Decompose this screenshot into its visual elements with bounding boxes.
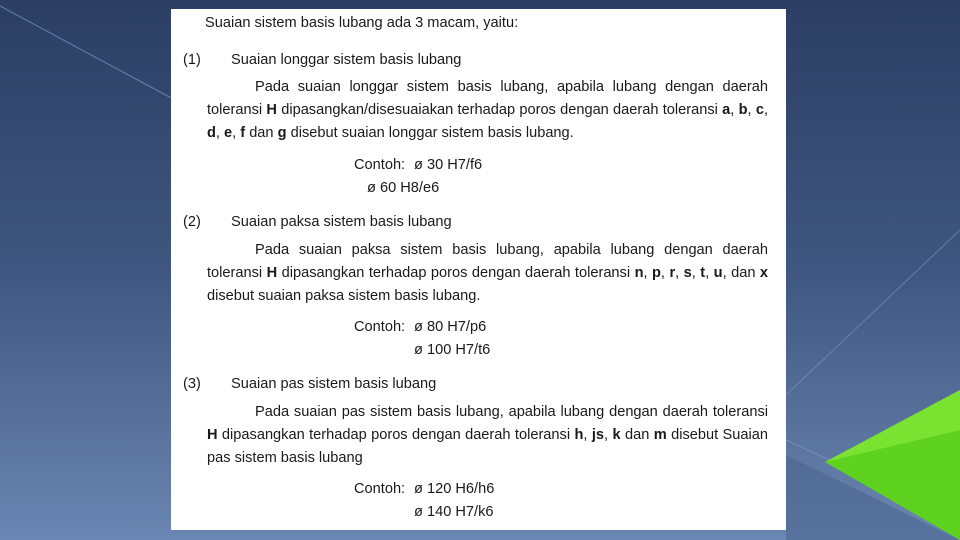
decor-line bbox=[786, 230, 960, 395]
section-3-title: Suaian pas sistem basis lubang bbox=[231, 376, 437, 392]
intro-text: Suaian sistem basis lubang ada 3 macam, yaitu: bbox=[205, 15, 519, 31]
section-1-example-2: ø 60 H8/e6 bbox=[367, 180, 440, 196]
section-2-example-1: ø 80 H7/p6 bbox=[414, 319, 487, 335]
section-3-example-1: ø 120 H6/h6 bbox=[414, 481, 495, 497]
section-2-example-2: ø 100 H7/t6 bbox=[414, 342, 491, 358]
section-2-number: (2) bbox=[183, 214, 201, 230]
decor-line bbox=[0, 6, 175, 100]
section-2-paragraph: Pada suaian paksa sistem basis lubang, apabila lubang dengan daerah toleransi H dipasangkan terhadap poros dengan daerah toleransi n, p, r, s, t, u, dan x disebut suaian paksa sistem basis lubang. bbox=[207, 242, 769, 304]
section-1-example-1: ø 30 H7/f6 bbox=[414, 157, 483, 173]
section-1-example-label: Contoh: bbox=[354, 157, 406, 173]
section-3-paragraph: Pada suaian pas sistem basis lubang, apabila lubang dengan daerah toleransi H dipasangkan terhadap poros dengan daerah toleransi h, js, k dan m disebut Suaian pas sistem basis lubang bbox=[207, 404, 768, 466]
document-page bbox=[171, 9, 786, 530]
section-1-paragraph: Pada suaian longgar sistem basis lubang, apabila lubang dengan daerah toleransi H dipasangkan/disesuaiakan terhadap poros dengan daerah toleransi a, b, c, d, e, f dan g disebut suaian longgar sistem basis lubang. bbox=[207, 79, 769, 141]
section-1-title: Suaian longgar sistem basis lubang bbox=[231, 52, 462, 68]
section-2-title: Suaian paksa sistem basis lubang bbox=[231, 214, 452, 230]
section-1-number: (1) bbox=[183, 52, 201, 68]
section-3-number: (3) bbox=[183, 376, 201, 392]
section-3-example-label: Contoh: bbox=[354, 481, 406, 497]
section-2-example-label: Contoh: bbox=[354, 319, 406, 335]
section-3-example-2: ø 140 H7/k6 bbox=[414, 504, 494, 520]
